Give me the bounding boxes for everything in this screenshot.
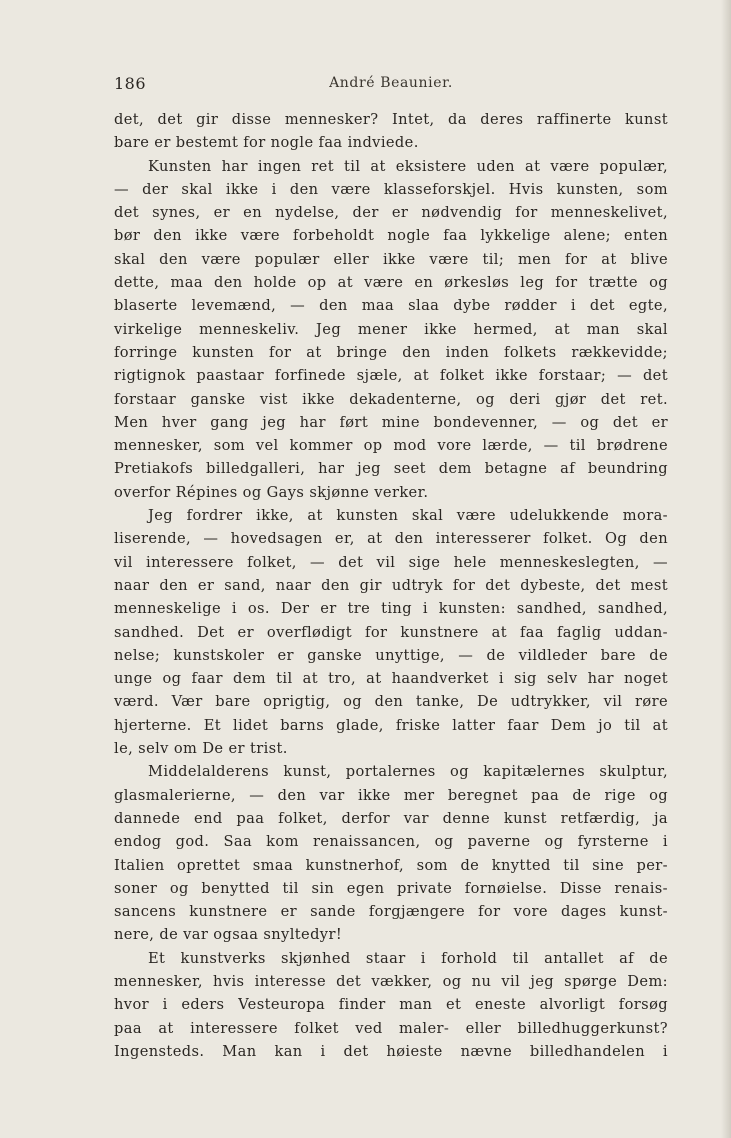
text-line: Ingensteds. Man kan i det høieste nævne billedhandelen i [114,1042,668,1060]
text-line: dette, maa den holde op at være en ørkesløs leg for trætte og [114,274,668,292]
text-line: unge og faar dem til at tro, at haandverket i sig selv har noget [114,670,668,688]
page-edge-shadow [721,0,731,1138]
text-line: rigtignok paastaar forfinede sjæle, at folket ikke forstaar; — det [114,367,668,385]
text-line: sancens kunstnere er sande forgjængere for vore dages kunst- [114,903,668,921]
text-line: mennesker, hvis interesse det vækker, og nu vil jeg spørge Dem: [114,972,668,990]
text-line: skal den være populær eller ikke være til; men for at blive [114,250,668,268]
text-line: naar den er sand, naar den gir udtryk for det dybeste, det mest [114,576,668,594]
text-line: Middelalderens kunst, portalernes og kapitælernes skulptur, [148,763,668,781]
text-line: — der skal ikke i den være klasseforskjel. Hvis kunsten, som [114,180,668,198]
text-line: glasmalerierne, — den var ikke mer beregnet paa de rige og [114,786,668,804]
text-line: det synes, er en nydelse, der er nødvendig for menneskelivet, [114,204,668,222]
text-line: nere, de var ogsaa snyltedyr! [114,926,343,944]
text-line: bare er bestemt for nogle faa indviede. [114,134,419,152]
text-line: dannede end paa folket, derfor var denne kunst retfærdig, ja [114,809,668,827]
text-line: vil interessere folket, — det vil sige hele menneskeslegten, — [114,553,668,571]
text-line: Italien oprettet smaa kunstnerhof, som de knytted til sine per- [114,856,668,874]
text-line: nelse; kunstskoler er ganske unyttige, — de vildleder bare de [114,646,668,664]
text-line: virkelige menneskeliv. Jeg mener ikke hermed, at man skal [114,320,668,338]
text-line: Kunsten har ingen ret til at eksistere uden at være populær, [148,157,668,175]
running-head: André Beaunier. [329,75,453,91]
body-text [114,108,668,1063]
text-line: værd. Vær bare oprigtig, og den tanke, De udtrykker, vil røre [114,693,668,711]
text-line: mennesker, som vel kommer op mod vore lærde, — til brødrene [114,437,668,455]
text-line: Men hver gang jeg har ført mine bondevenner, — og det er [114,413,668,431]
text-line: Et kunstverks skjønhed staar i forhold til antallet af de [148,949,668,967]
text-line: menneskelige i os. Der er tre ting i kunsten: sandhed, sandhed, [114,600,668,618]
page-number: 186 [114,74,147,93]
text-line: bør den ikke være forbeholdt nogle faa lykkelige alene; enten [114,227,668,245]
text-line: blaserte levemænd, — den maa slaa dybe rødder i det egte, [114,297,668,315]
text-line: soner og benytted til sin egen private fornøielse. Disse renais- [114,879,668,897]
text-line: hvor i eders Vesteuropa finder man et eneste alvorligt forsøg [114,996,668,1014]
text-line: liserende, — hovedsagen er, at den interesserer folket. Og den [114,530,668,548]
text-line: det, det gir disse mennesker? Intet, da deres raffinerte kunst [114,111,668,128]
text-line: Jeg fordrer ikke, at kunsten skal være udelukkende mora- [148,507,668,525]
text-line: overfor Répines og Gays skjønne verker. [114,483,429,501]
text-line: paa at interessere folket ved maler- eller billedhuggerkunst? [114,1019,668,1037]
text-line: Pretiakofs billedgalleri, har jeg seet dem betagne af beundring [114,460,668,478]
page-header [114,74,668,96]
text-line: forringe kunsten for at bringe den inden folkets rækkevidde; [114,343,668,361]
text-line: hjerterne. Et lidet barns glade, friske latter faar Dem jo til at [114,716,668,734]
text-line: sandhed. Det er overflødigt for kunstnere at faa faglig uddan- [114,623,668,641]
text-line: le, selv om De er trist. [114,740,288,758]
text-line: endog god. Saa kom renaissancen, og paverne og fyrsterne i [114,833,668,851]
text-line: forstaar ganske vist ikke dekadenterne, og deri gjør det ret. [114,390,668,408]
